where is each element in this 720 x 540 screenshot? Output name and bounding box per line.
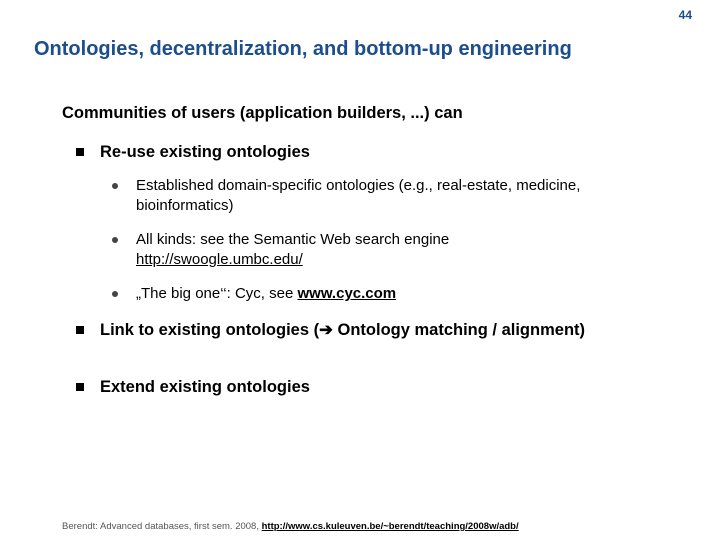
sub-bullet-text: „The big one‘‘: Cyc, see bbox=[136, 285, 294, 302]
sub-bullet-text: All kinds: see the Semantic Web search engine bbox=[136, 231, 450, 248]
square-bullet-icon bbox=[76, 326, 84, 334]
footer bbox=[62, 521, 519, 532]
footer-link[interactable]: http://www.cs.kuleuven.be/~berendt/teaching/2008w/adb/ bbox=[261, 521, 519, 532]
footer-text: Berendt: Advanced databases, first sem. 2008, bbox=[62, 521, 259, 532]
intro-text: Communities of users (application builders, ...) can bbox=[62, 104, 463, 122]
sub-bullet-text: Established domain-specific ontologies (e.g., real-estate, medicine, bioinformatics) bbox=[136, 177, 581, 214]
bullet-text: Re-use existing ontologies bbox=[100, 143, 310, 161]
dot-bullet-icon bbox=[112, 237, 118, 243]
square-bullet-icon bbox=[76, 148, 84, 156]
dot-bullet-icon bbox=[112, 183, 118, 189]
bullet-text-wrap bbox=[100, 320, 656, 341]
cyc-link[interactable]: www.cyc.com bbox=[297, 285, 397, 302]
dot-bullet-icon bbox=[112, 291, 118, 297]
sub-bullet-text-wrap bbox=[136, 284, 632, 304]
bullet-text: Extend existing ontologies bbox=[100, 378, 310, 396]
sub-bullet-text-wrap bbox=[136, 230, 632, 270]
bullet-text-before: Link to existing ontologies ( bbox=[100, 321, 320, 339]
swoogle-link[interactable]: http://swoogle.umbc.edu/ bbox=[136, 251, 303, 268]
right-arrow-icon: ➔ bbox=[319, 321, 333, 339]
slide-number: 44 bbox=[678, 8, 692, 22]
bullet-text-after: Ontology matching / alignment) bbox=[332, 321, 586, 339]
slide-title: Ontologies, decentralization, and bottom-up engineering bbox=[34, 38, 572, 60]
square-bullet-icon bbox=[76, 383, 84, 391]
